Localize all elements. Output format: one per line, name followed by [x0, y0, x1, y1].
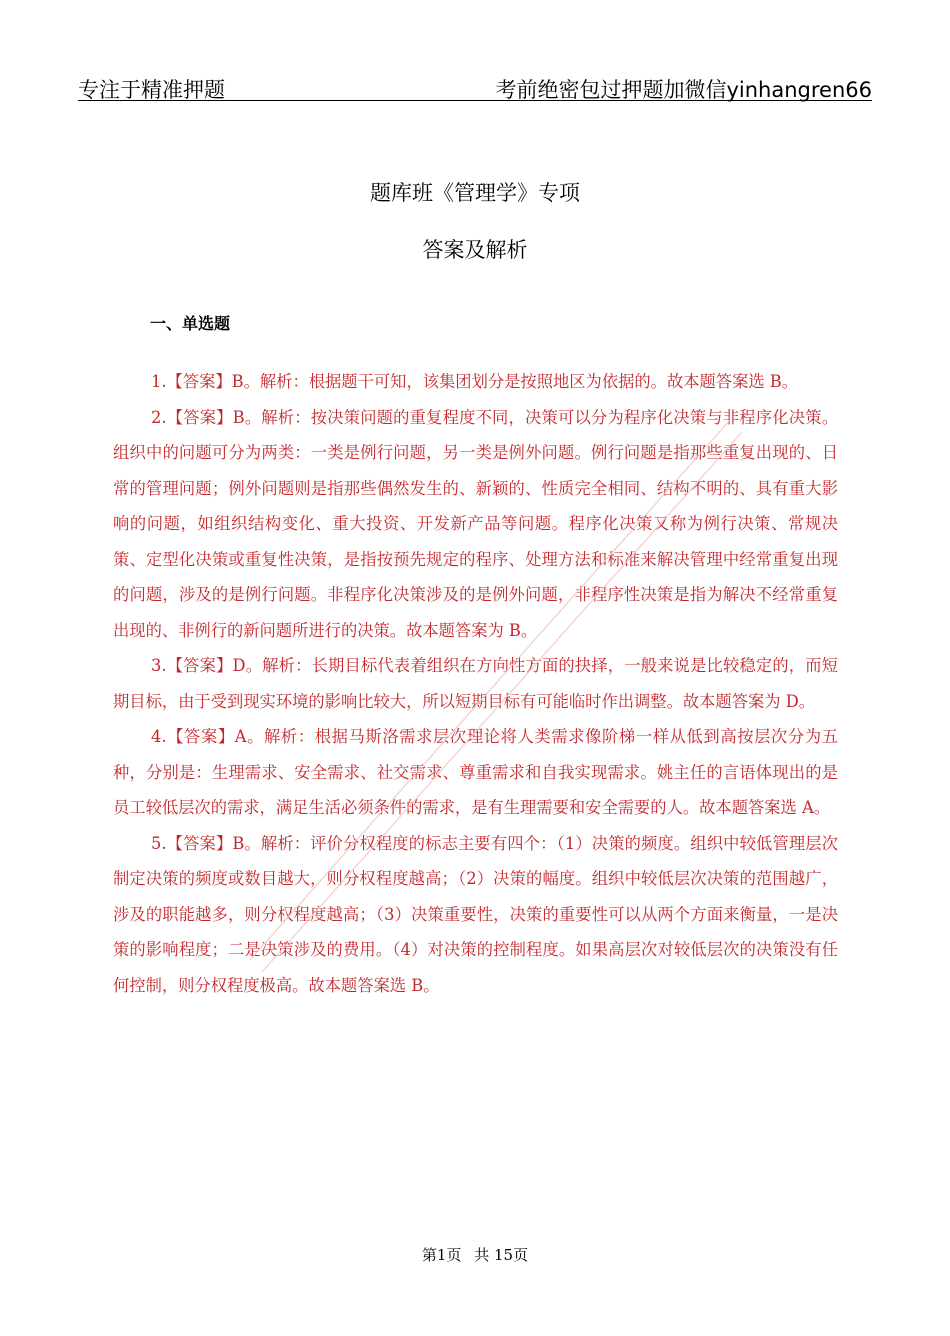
header-left-text: 专注于精准押题 [78, 78, 225, 102]
section-heading: 一、单选题 [150, 314, 231, 333]
footer-page-number: 第1页 [421, 1246, 462, 1264]
answer-item-4: 4.【答案】A。解析：根据马斯洛需求层次理论将人类需求像阶梯一样从低到高按层次分为五种，分别是：生理需求、安全需求、社交需求、尊重需求和自我实现需求。姚主任的言语体现出的是员工较低层次的需求，满足生活必须条件的需求，是有生理需要和安全需要的人。故本题答案选 A。 [113, 727, 838, 817]
answer-item-2: 2.【答案】B。解析：按决策问题的重复程度不同，决策可以分为程序化决策与非程序化决策。组织中的问题可分为两类：一类是例行问题，另一类是例外问题。例行问题是指那些重复出现的、日常的管理问题；例外问题则是指那些偶然发生的、新颖的、性质完全相同、结构不明的、具有重大影响的问题，如组织结构变化、重大投资、开发新产品等问题。程序化决策又称为例行决策、常规决策、定型化决策或重复性决策，是指按预先规定的程序、处理方法和标准来解决管理中经常重复出现的问题，涉及的是例行问题。非程序化决策涉及的是例外问题，非程序性决策是指为解决不经常重复出现的、非例行的新问题所进行的决策。故本题答案为 B。 [113, 407, 838, 640]
page-header [78, 74, 872, 101]
answer-item-1: 1.【答案】B。解析：根据题干可知，该集团划分是按照地区为依据的。故本题答案选 B。 [151, 372, 799, 391]
footer-total-pages: 共 15页 [474, 1246, 529, 1264]
document-subtitle: 答案及解析 [422, 238, 528, 262]
answer-item-5: 5.【答案】B。解析：评价分权程度的标志主要有四个：（1）决策的频度。组织中较低管理层次制定决策的频度或数目越大，则分权程度越高；（2）决策的幅度。组织中较低层次决策的范围越广，涉及的职能越多，则分权程度越高；（3）决策重要性，决策的重要性可以从两个方面来衡量，一是决策的影响程度；二是决策涉及的费用。（4）对决策的控制程度。如果高层次对较低层次的决策没有任何控制，则分权程度极高。故本题答案选 B。 [113, 833, 838, 995]
page-footer [0, 1244, 950, 1265]
document-title: 题库班《管理学》专项 [370, 181, 580, 205]
answer-list [113, 364, 838, 1003]
header-right-text: 考前绝密包过押题加微信yinhangren66 [495, 78, 872, 102]
answer-item-3: 3.【答案】D。解析：长期目标代表着组织在方向性方面的抉择，一般来说是比较稳定的，而短期目标，由于受到现实环境的影响比较大，所以短期目标有可能临时作出调整。故本题答案为 D。 [113, 656, 838, 711]
